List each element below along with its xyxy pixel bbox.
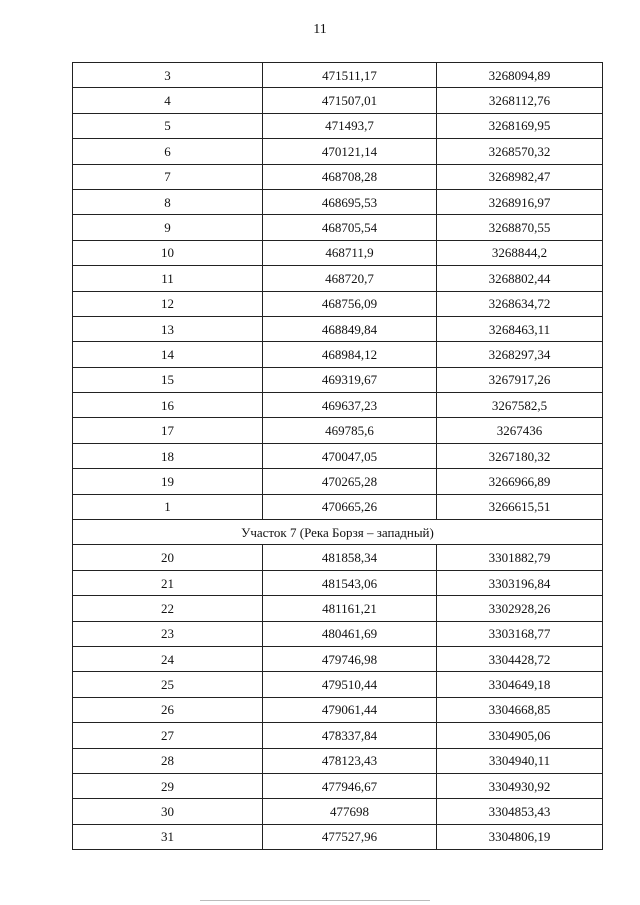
point-number-cell: 30: [73, 799, 263, 824]
x-coordinate-cell: 468849,84: [263, 316, 437, 341]
table-row: [73, 469, 603, 494]
y-coordinate-cell: 3268094,89: [437, 63, 603, 88]
coordinates-table-body: [73, 63, 603, 850]
table-row: [73, 723, 603, 748]
table-row: [73, 240, 603, 265]
x-coordinate-cell: 471493,7: [263, 113, 437, 138]
x-coordinate-cell: 477527,96: [263, 824, 437, 849]
footer-divider: [200, 900, 430, 901]
page-number: 11: [313, 22, 327, 37]
x-coordinate-cell: 470047,05: [263, 443, 437, 468]
table-row: [73, 646, 603, 671]
point-number-cell: 29: [73, 773, 263, 798]
table-row: [73, 773, 603, 798]
point-number-cell: 20: [73, 545, 263, 570]
y-coordinate-cell: 3268169,95: [437, 113, 603, 138]
y-coordinate-cell: 3268982,47: [437, 164, 603, 189]
table-row: [73, 570, 603, 595]
x-coordinate-cell: 471507,01: [263, 88, 437, 113]
y-coordinate-cell: 3268802,44: [437, 266, 603, 291]
x-coordinate-cell: 470121,14: [263, 139, 437, 164]
x-coordinate-cell: 479746,98: [263, 646, 437, 671]
y-coordinate-cell: 3304428,72: [437, 646, 603, 671]
y-coordinate-cell: 3268916,97: [437, 189, 603, 214]
y-coordinate-cell: 3304940,11: [437, 748, 603, 773]
point-number-cell: 17: [73, 418, 263, 443]
point-number-cell: 24: [73, 646, 263, 671]
point-number-cell: 4: [73, 88, 263, 113]
table-row: [73, 266, 603, 291]
table-row: [73, 748, 603, 773]
point-number-cell: 6: [73, 139, 263, 164]
table-row: [73, 672, 603, 697]
table-row: [73, 113, 603, 138]
y-coordinate-cell: 3268634,72: [437, 291, 603, 316]
table-row: [73, 545, 603, 570]
point-number-cell: 27: [73, 723, 263, 748]
table-row: [73, 215, 603, 240]
x-coordinate-cell: 469637,23: [263, 393, 437, 418]
point-number-cell: 11: [73, 266, 263, 291]
y-coordinate-cell: 3268844,2: [437, 240, 603, 265]
y-coordinate-cell: 3304853,43: [437, 799, 603, 824]
y-coordinate-cell: 3267917,26: [437, 367, 603, 392]
point-number-cell: 18: [73, 443, 263, 468]
point-number-cell: 15: [73, 367, 263, 392]
point-number-cell: 3: [73, 63, 263, 88]
point-number-cell: 5: [73, 113, 263, 138]
point-number-cell: 9: [73, 215, 263, 240]
x-coordinate-cell: 477946,67: [263, 773, 437, 798]
x-coordinate-cell: 469319,67: [263, 367, 437, 392]
y-coordinate-cell: 3304806,19: [437, 824, 603, 849]
y-coordinate-cell: 3267582,5: [437, 393, 603, 418]
table-row: [73, 316, 603, 341]
y-coordinate-cell: 3303168,77: [437, 621, 603, 646]
y-coordinate-cell: 3304930,92: [437, 773, 603, 798]
table-row: [73, 164, 603, 189]
y-coordinate-cell: 3267436: [437, 418, 603, 443]
table-row: [73, 393, 603, 418]
x-coordinate-cell: 481161,21: [263, 596, 437, 621]
table-row: [73, 367, 603, 392]
point-number-cell: 8: [73, 189, 263, 214]
point-number-cell: 26: [73, 697, 263, 722]
table-row: [73, 189, 603, 214]
point-number-cell: 13: [73, 316, 263, 341]
y-coordinate-cell: 3266966,89: [437, 469, 603, 494]
x-coordinate-cell: 470665,26: [263, 494, 437, 519]
table-row: [73, 342, 603, 367]
x-coordinate-cell: 468705,54: [263, 215, 437, 240]
point-number-cell: 7: [73, 164, 263, 189]
table-row: [73, 494, 603, 519]
y-coordinate-cell: 3266615,51: [437, 494, 603, 519]
table-row: [73, 799, 603, 824]
y-coordinate-cell: 3304905,06: [437, 723, 603, 748]
point-number-cell: 25: [73, 672, 263, 697]
table-row: [73, 88, 603, 113]
y-coordinate-cell: 3302928,26: [437, 596, 603, 621]
point-number-cell: 31: [73, 824, 263, 849]
x-coordinate-cell: 471511,17: [263, 63, 437, 88]
x-coordinate-cell: 478337,84: [263, 723, 437, 748]
table-row: [73, 697, 603, 722]
point-number-cell: 12: [73, 291, 263, 316]
table-row: [73, 596, 603, 621]
x-coordinate-cell: 468720,7: [263, 266, 437, 291]
point-number-cell: 19: [73, 469, 263, 494]
x-coordinate-cell: 468756,09: [263, 291, 437, 316]
y-coordinate-cell: 3303196,84: [437, 570, 603, 595]
y-coordinate-cell: 3268297,34: [437, 342, 603, 367]
y-coordinate-cell: 3304649,18: [437, 672, 603, 697]
point-number-cell: 14: [73, 342, 263, 367]
y-coordinate-cell: 3268570,32: [437, 139, 603, 164]
section-heading: Участок 7 (Река Борзя – западный): [73, 520, 603, 545]
x-coordinate-cell: 481858,34: [263, 545, 437, 570]
x-coordinate-cell: 468711,9: [263, 240, 437, 265]
y-coordinate-cell: 3268870,55: [437, 215, 603, 240]
x-coordinate-cell: 477698: [263, 799, 437, 824]
x-coordinate-cell: 481543,06: [263, 570, 437, 595]
table-row: [73, 824, 603, 849]
point-number-cell: 10: [73, 240, 263, 265]
table-row: [73, 418, 603, 443]
point-number-cell: 23: [73, 621, 263, 646]
x-coordinate-cell: 479061,44: [263, 697, 437, 722]
x-coordinate-cell: 468984,12: [263, 342, 437, 367]
y-coordinate-cell: 3304668,85: [437, 697, 603, 722]
table-row: [73, 291, 603, 316]
x-coordinate-cell: 480461,69: [263, 621, 437, 646]
point-number-cell: 21: [73, 570, 263, 595]
x-coordinate-cell: 478123,43: [263, 748, 437, 773]
x-coordinate-cell: 468695,53: [263, 189, 437, 214]
table-row: [73, 621, 603, 646]
y-coordinate-cell: 3268112,76: [437, 88, 603, 113]
x-coordinate-cell: 469785,6: [263, 418, 437, 443]
table-row: [73, 139, 603, 164]
point-number-cell: 28: [73, 748, 263, 773]
y-coordinate-cell: 3268463,11: [437, 316, 603, 341]
table-row: [73, 443, 603, 468]
point-number-cell: 16: [73, 393, 263, 418]
point-number-cell: 1: [73, 494, 263, 519]
y-coordinate-cell: 3301882,79: [437, 545, 603, 570]
coordinates-table: [72, 62, 603, 850]
y-coordinate-cell: 3267180,32: [437, 443, 603, 468]
x-coordinate-cell: 470265,28: [263, 469, 437, 494]
point-number-cell: 22: [73, 596, 263, 621]
x-coordinate-cell: 479510,44: [263, 672, 437, 697]
table-row: [73, 63, 603, 88]
section-heading-row: [73, 520, 603, 545]
x-coordinate-cell: 468708,28: [263, 164, 437, 189]
